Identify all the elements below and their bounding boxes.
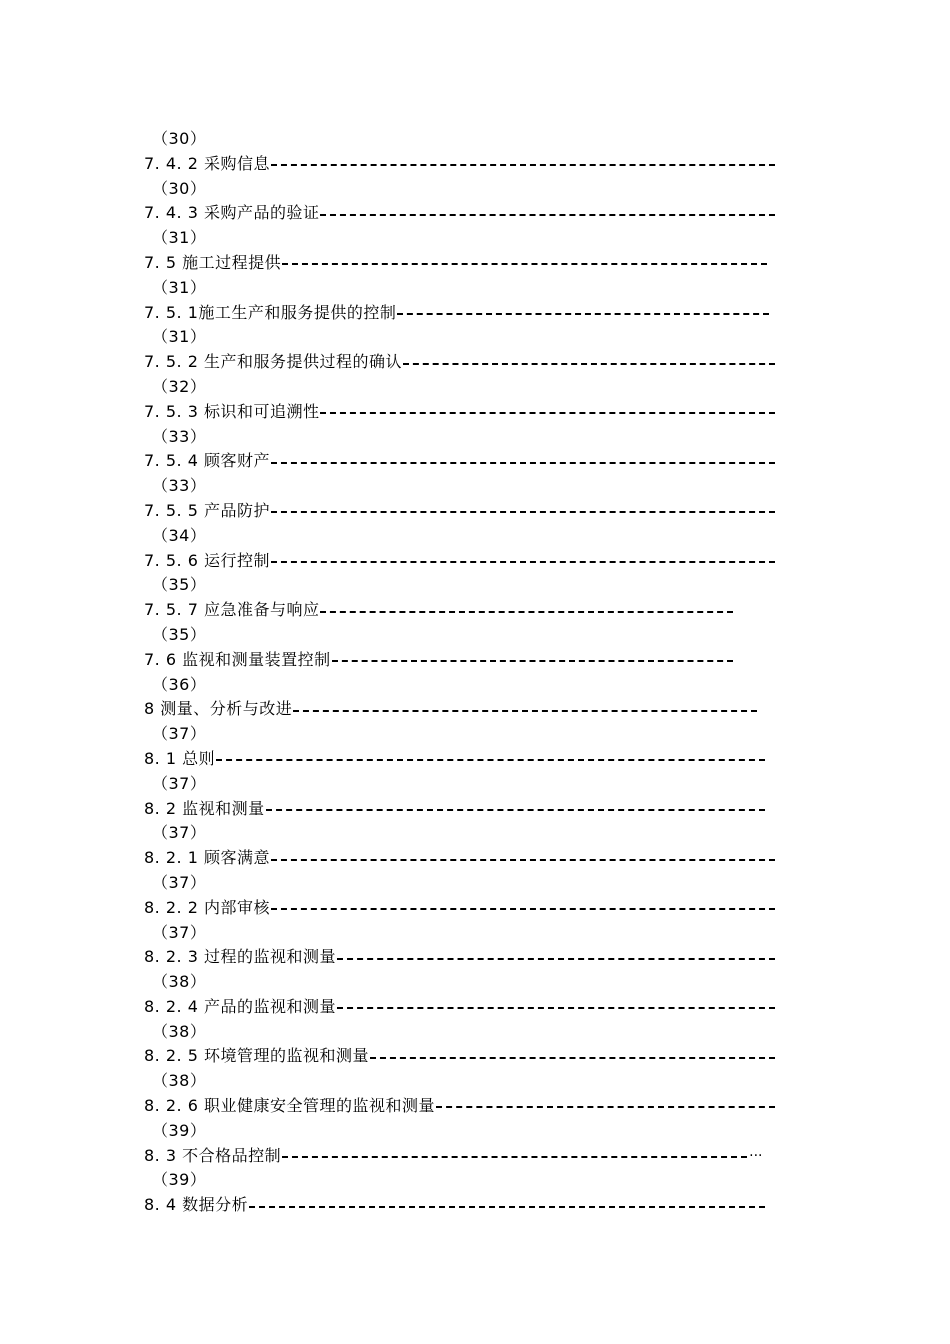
toc-page-number <box>144 425 804 450</box>
toc-entry[interactable] <box>144 1144 804 1169</box>
toc-leader-dots <box>266 809 765 811</box>
toc-leader-dots <box>271 164 775 166</box>
toc-leader-dots <box>332 660 733 662</box>
toc-page-number-text: （37） <box>152 823 207 843</box>
toc-entry[interactable] <box>144 747 804 772</box>
toc-page-number <box>144 921 804 946</box>
toc-page-number-text: （35） <box>152 575 207 595</box>
toc-page-number <box>144 276 804 301</box>
toc-page-number <box>144 623 804 648</box>
toc-entry-title: 8. 2. 4 产品的监视和测量 <box>144 996 336 1016</box>
toc-entry-title: 8. 1 总则 <box>144 748 216 768</box>
toc-entry[interactable] <box>144 945 804 970</box>
toc-page-number-text: （38） <box>152 972 207 992</box>
toc-leader-dots <box>320 412 775 414</box>
toc-entry-title: 8. 2 监视和测量 <box>144 798 265 818</box>
toc-page-number-text: （32） <box>152 376 207 396</box>
toc-leader-tail: ··· <box>749 1148 763 1165</box>
toc-leader-dots <box>370 1057 775 1059</box>
toc-entry[interactable] <box>144 648 804 673</box>
toc-page-number-text: （37） <box>152 773 207 793</box>
toc-entry[interactable] <box>144 549 804 574</box>
toc-entry-title: 7. 4. 2 采购信息 <box>144 153 270 173</box>
toc-entry-title: 8. 2. 6 职业健康安全管理的监视和测量 <box>144 1096 435 1116</box>
toc-leader-dots <box>320 611 733 613</box>
toc-leader-dots <box>293 710 757 712</box>
toc-entry-title: 7. 5. 5 产品防护 <box>144 500 270 520</box>
toc-entry[interactable] <box>144 896 804 921</box>
toc-entry-title: 7. 5. 6 运行控制 <box>144 550 270 570</box>
toc-page-number <box>144 325 804 350</box>
toc-entry-title: 8. 4 数据分析 <box>144 1195 249 1215</box>
toc-entry-title: 8. 2. 5 环境管理的监视和测量 <box>144 1046 369 1066</box>
toc-entry-title: 7. 5. 1施工生产和服务提供的控制 <box>144 302 397 322</box>
toc-leader-dots <box>216 759 765 761</box>
toc-leader-dots <box>403 363 775 365</box>
toc-entry[interactable] <box>144 995 804 1020</box>
toc-entry-title: 7. 5. 2 生产和服务提供过程的确认 <box>144 352 402 372</box>
toc-page-number <box>144 1069 804 1094</box>
toc-page-number <box>144 1119 804 1144</box>
toc-entry[interactable] <box>144 152 804 177</box>
toc-entry[interactable] <box>144 350 804 375</box>
toc-page-number-text: （37） <box>152 724 207 744</box>
toc-entry[interactable] <box>144 400 804 425</box>
toc-leader-dots <box>436 1106 775 1108</box>
toc-leader-dots <box>282 1156 747 1158</box>
toc-page-number <box>144 375 804 400</box>
toc-page-number-text: （37） <box>152 922 207 942</box>
toc-page-number-text: （37） <box>152 872 207 892</box>
toc-leader-dots <box>397 313 769 315</box>
toc-page-number <box>144 573 804 598</box>
toc-page-number-text: （31） <box>152 277 207 297</box>
toc-entry-title: 7. 5 施工过程提供 <box>144 252 282 272</box>
toc-leader-dots <box>271 908 775 910</box>
toc-page-number <box>144 474 804 499</box>
toc-page-number <box>144 673 804 698</box>
toc-page-number-text: （36） <box>152 674 207 694</box>
toc-entry[interactable] <box>144 449 804 474</box>
toc-page-number-text: （39） <box>152 1170 207 1190</box>
toc-leader-dots <box>320 214 775 216</box>
toc-entry[interactable] <box>144 201 804 226</box>
toc-page-number-text: （31） <box>152 327 207 347</box>
toc-page-number <box>144 127 804 152</box>
toc-page-number <box>144 226 804 251</box>
toc-entry[interactable] <box>144 797 804 822</box>
toc-entry-title: 7. 5. 4 顾客财产 <box>144 451 270 471</box>
toc-page-number <box>144 970 804 995</box>
toc-page-number <box>144 772 804 797</box>
toc-entry[interactable] <box>144 697 804 722</box>
toc-leader-dots <box>337 1007 775 1009</box>
toc-leader-dots <box>271 462 775 464</box>
toc-entry-title: 8. 3 不合格品控制 <box>144 1145 282 1165</box>
toc-leader-dots <box>249 1206 765 1208</box>
toc-page-number-text: （31） <box>152 228 207 248</box>
toc-leader-dots <box>282 263 767 265</box>
toc-page-number-text: （30） <box>152 178 207 198</box>
toc-entries <box>144 152 804 1218</box>
toc-page-number <box>144 524 804 549</box>
toc-entry-title: 8 测量、分析与改进 <box>144 699 293 719</box>
toc-entry[interactable] <box>144 499 804 524</box>
toc-page-number-text: （38） <box>152 1021 207 1041</box>
toc-entry-title: 8. 2. 2 内部审核 <box>144 897 270 917</box>
toc-entry[interactable] <box>144 301 804 326</box>
toc-page-number-text: （39） <box>152 1120 207 1140</box>
table-of-contents <box>144 127 804 1218</box>
toc-leader-dots <box>271 859 775 861</box>
toc-leader-dots <box>271 511 775 513</box>
toc-page-number-text: （30） <box>152 129 207 148</box>
toc-page-number <box>144 722 804 747</box>
toc-page-number-text: （38） <box>152 1071 207 1091</box>
toc-entry-title: 7. 6 监视和测量装置控制 <box>144 649 331 669</box>
toc-page-number-text: （34） <box>152 525 207 545</box>
toc-entry-title: 8. 2. 1 顾客满意 <box>144 848 270 868</box>
toc-entry-title: 7. 5. 3 标识和可追溯性 <box>144 401 320 421</box>
toc-page-number-text: （33） <box>152 426 207 446</box>
toc-entry[interactable] <box>144 846 804 871</box>
toc-page-number <box>144 871 804 896</box>
toc-entry-title: 7. 5. 7 应急准备与响应 <box>144 600 320 620</box>
toc-page-number <box>144 177 804 202</box>
toc-entry[interactable] <box>144 251 804 276</box>
toc-entry[interactable] <box>144 598 804 623</box>
toc-leader-dots <box>337 958 775 960</box>
toc-entry-title: 8. 2. 3 过程的监视和测量 <box>144 947 336 967</box>
toc-leader-dots <box>271 561 775 563</box>
toc-entry[interactable] <box>144 1044 804 1069</box>
toc-entry-title: 7. 4. 3 采购产品的验证 <box>144 203 320 223</box>
toc-page-number <box>144 1168 804 1193</box>
toc-page-number <box>144 821 804 846</box>
toc-page-number <box>144 1020 804 1045</box>
toc-entry[interactable] <box>144 1193 804 1218</box>
toc-entry[interactable] <box>144 1094 804 1119</box>
toc-page-number-text: （35） <box>152 624 207 644</box>
toc-page-number-text: （33） <box>152 476 207 496</box>
